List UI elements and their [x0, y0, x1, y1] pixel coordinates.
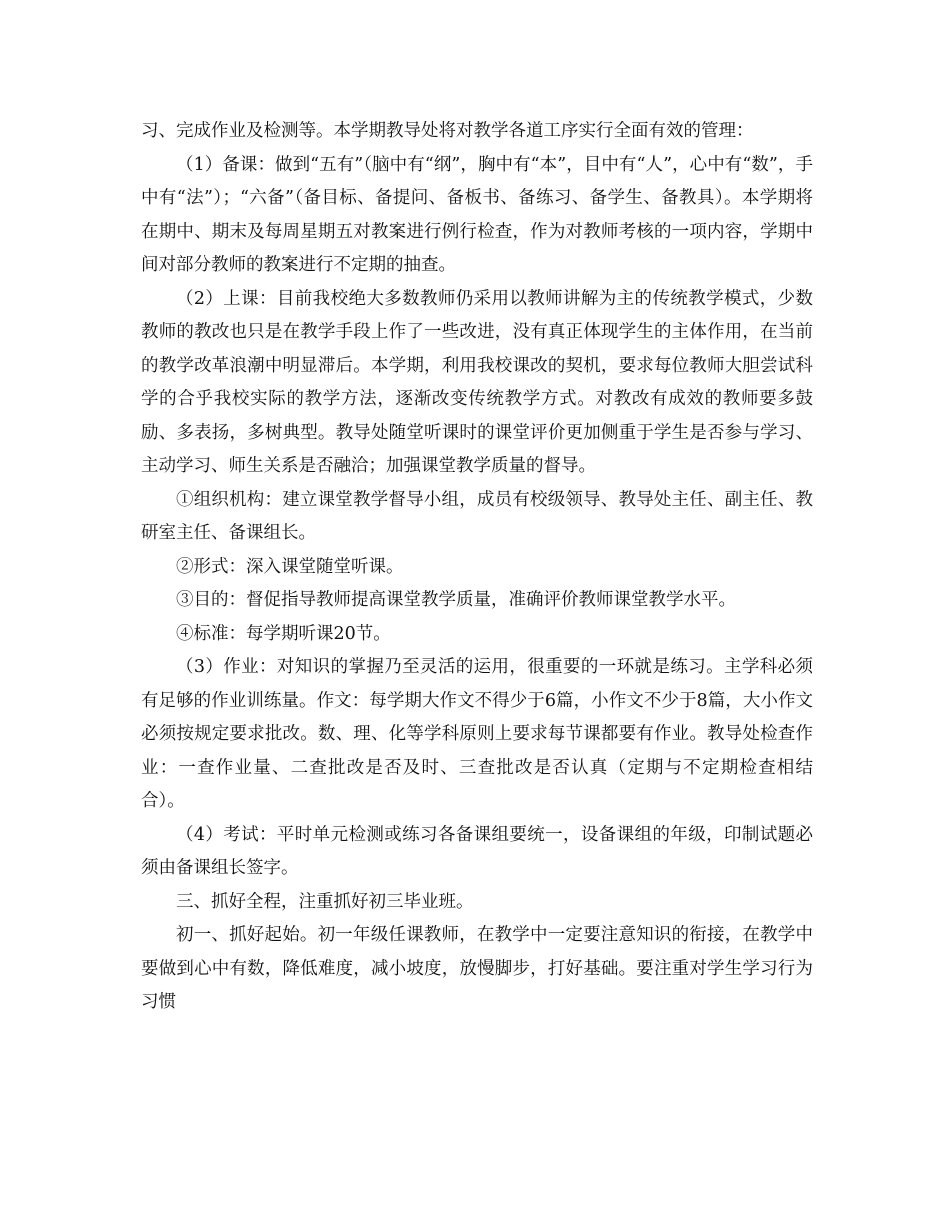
paragraph-lesson-preparation: （1）备课：做到“五有”（脑中有“纲”，胸中有“本”，目中有“人”，心中有“数”，手中有“法”）；“六备”（备目标、备提问、备板书、备练习、备学生、备教具）。本学期将在期中、期末及每周星期五对教案进行例行检查，作为对教师考核的一项内容，学期中间对部分教师的教案进行不定期的抽查。 — [141, 154, 813, 275]
paragraph: 习、完成作业及检测等。本学期教导处将对教学各道工序实行全面有效的管理： — [141, 121, 754, 141]
section-heading: 三、抓好全程，注重抓好初三毕业班。 — [176, 891, 474, 912]
paragraph-homework: （3）作业：对知识的掌握乃至灵活的运用，很重要的一环就是练习。主学科必须有足够的作业训练量。作文：每学期大作文不得少于6篇，小作文不少于8篇，大小作文必须按规定要求批改。数、理、化等学科原则上要求每节课都要有作业。教导处检查作业：一查作业量、二查批改是否及时、三查批改是否认真（定期与不定期检查相结合）。 — [141, 657, 813, 811]
paragraph-format: ②形式：深入课堂随堂听课。 — [176, 556, 404, 577]
paragraph-organization: ①组织机构：建立课堂教学督导小组，成员有校级领导、教导处主任、副主任、教研室主任、备课组长。 — [141, 489, 813, 543]
paragraph-standard: ④标准：每学期听课20节。 — [176, 623, 391, 644]
document-body — [141, 115, 813, 1020]
paragraph-exams: （4）考试：平时单元检测或练习各备课组要统一，设备课组的年级，印制试题必须由备课组长签字。 — [141, 824, 813, 878]
paragraph-grade-one: 初一、抓好起始。初一年级任课教师，在教学中一定要注意知识的衔接，在教学中要做到心中有数，降低难度，减小坡度，放慢脚步，打好基础。要注重对学生学习行为习惯 — [141, 925, 813, 1012]
paragraph-class-teaching: （2）上课：目前我校绝大多数教师仍采用以教师讲解为主的传统教学模式，少数教师的教改也只是在教学手段上作了一些改进，没有真正体现学生的主体作用，在当前的教学改革浪潮中明显滞后。本学期，利用我校课改的契机，要求每位教师大胆尝试科学的合乎我校实际的教学方法，逐渐改变传统教学方式。对教改有成效的教师要多鼓励、多表扬，多树典型。教导处随堂听课时的课堂评价更加侧重于学生是否参与学习、主动学习、师生关系是否融洽；加强课堂教学质量的督导。 — [141, 288, 813, 476]
paragraph-purpose: ③目的：督促指导教师提高课堂教学质量，准确评价教师课堂教学水平。 — [176, 590, 736, 610]
